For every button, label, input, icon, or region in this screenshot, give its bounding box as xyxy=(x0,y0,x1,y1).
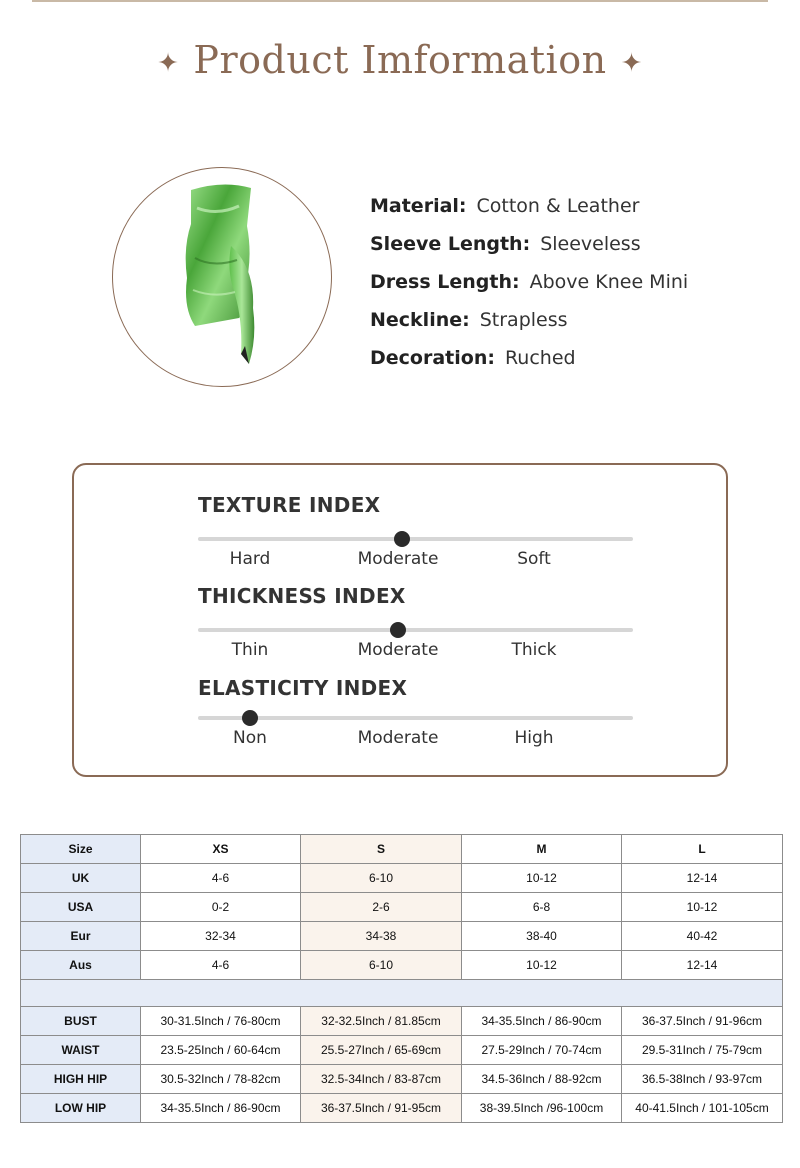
row-label: Eur xyxy=(21,922,141,951)
table-cell: 40-42 xyxy=(622,922,783,951)
table-row xyxy=(21,1007,783,1036)
table-header-cell: XS xyxy=(141,835,301,864)
table-cell: 30-31.5Inch / 76-80cm xyxy=(141,1007,301,1036)
thickness-index-title: THICKNESS INDEX xyxy=(198,584,406,608)
title-text: Product Imformation xyxy=(193,38,607,82)
table-cell: 36-37.5Inch / 91-95cm xyxy=(301,1094,462,1123)
thickness-label-high: Thick xyxy=(511,640,557,660)
table-spacer-row xyxy=(21,980,783,1007)
table-cell: 6-8 xyxy=(462,893,622,922)
table-cell: 2-6 xyxy=(301,893,462,922)
table-cell: 36.5-38Inch / 93-97cm xyxy=(622,1065,783,1094)
table-cell: 40-41.5Inch / 101-105cm xyxy=(622,1094,783,1123)
texture-index-knob xyxy=(394,531,410,547)
spacer-cell xyxy=(21,980,783,1007)
table-cell: 10-12 xyxy=(462,864,622,893)
texture-index-track xyxy=(198,537,633,541)
elasticity-index-title: ELASTICITY INDEX xyxy=(198,676,408,700)
table-row xyxy=(21,1036,783,1065)
spec-sleeve-length: Sleeve Length: Sleeveless xyxy=(370,233,641,255)
spec-decoration: Decoration: Ruched xyxy=(370,347,576,369)
table-cell: 4-6 xyxy=(141,951,301,980)
table-cell: 4-6 xyxy=(141,864,301,893)
table-row xyxy=(21,922,783,951)
table-cell: 6-10 xyxy=(301,864,462,893)
row-label: Aus xyxy=(21,951,141,980)
texture-index-title: TEXTURE INDEX xyxy=(198,493,381,517)
size-chart-table xyxy=(20,834,783,1123)
elasticity-index-track xyxy=(198,716,633,720)
table-row xyxy=(21,951,783,980)
table-cell: 12-14 xyxy=(622,951,783,980)
table-cell: 29.5-31Inch / 75-79cm xyxy=(622,1036,783,1065)
texture-label-high: Soft xyxy=(517,549,551,569)
table-row xyxy=(21,893,783,922)
table-header-cell: S xyxy=(301,835,462,864)
spec-material: Material: Cotton & Leather xyxy=(370,195,640,217)
top-divider xyxy=(32,0,768,2)
spec-list xyxy=(370,192,688,382)
texture-label-low: Hard xyxy=(229,549,271,569)
table-cell: 36-37.5Inch / 91-96cm xyxy=(622,1007,783,1036)
table-cell: 12-14 xyxy=(622,864,783,893)
green-dress-icon xyxy=(113,168,331,386)
table-cell: 23.5-25Inch / 60-64cm xyxy=(141,1036,301,1065)
spec-neckline: Neckline: Strapless xyxy=(370,309,568,331)
row-label: UK xyxy=(21,864,141,893)
table-cell: 32.5-34Inch / 83-87cm xyxy=(301,1065,462,1094)
table-header-cell: Size xyxy=(21,835,141,864)
row-label: WAIST xyxy=(21,1036,141,1065)
table-cell: 34-35.5Inch / 86-90cm xyxy=(462,1007,622,1036)
star-icon-left: ✦ xyxy=(157,48,180,79)
row-label: USA xyxy=(21,893,141,922)
table-header-cell: L xyxy=(622,835,783,864)
elasticity-index-knob xyxy=(242,710,258,726)
table-cell: 27.5-29Inch / 70-74cm xyxy=(462,1036,622,1065)
index-panel xyxy=(72,463,728,777)
row-label: LOW HIP xyxy=(21,1094,141,1123)
table-row xyxy=(21,864,783,893)
texture-label-mid: Moderate xyxy=(357,549,439,569)
table-cell: 6-10 xyxy=(301,951,462,980)
table-header-row xyxy=(21,835,783,864)
table-cell: 32-32.5Inch / 81.85cm xyxy=(301,1007,462,1036)
thickness-index-track xyxy=(198,628,633,632)
thickness-label-low: Thin xyxy=(231,640,269,660)
page-title xyxy=(0,38,800,82)
row-label: BUST xyxy=(21,1007,141,1036)
elasticity-label-low: Non xyxy=(233,728,267,748)
table-cell: 34-38 xyxy=(301,922,462,951)
elasticity-label-mid: Moderate xyxy=(357,728,439,748)
table-cell: 10-12 xyxy=(462,951,622,980)
table-cell: 38-39.5Inch /96-100cm xyxy=(462,1094,622,1123)
product-image xyxy=(112,167,332,387)
thickness-index-knob xyxy=(390,622,406,638)
table-cell: 30.5-32Inch / 78-82cm xyxy=(141,1065,301,1094)
table-cell: 25.5-27Inch / 65-69cm xyxy=(301,1036,462,1065)
table-cell: 10-12 xyxy=(622,893,783,922)
star-icon-right: ✦ xyxy=(620,48,643,79)
table-cell: 0-2 xyxy=(141,893,301,922)
table-row xyxy=(21,1065,783,1094)
thickness-label-mid: Moderate xyxy=(357,640,439,660)
elasticity-label-high: High xyxy=(514,728,554,748)
table-header-cell: M xyxy=(462,835,622,864)
spec-dress-length: Dress Length: Above Knee Mini xyxy=(370,271,689,293)
table-cell: 38-40 xyxy=(462,922,622,951)
table-row xyxy=(21,1094,783,1123)
table-cell: 32-34 xyxy=(141,922,301,951)
table-cell: 34-35.5Inch / 86-90cm xyxy=(141,1094,301,1123)
table-cell: 34.5-36Inch / 88-92cm xyxy=(462,1065,622,1094)
row-label: HIGH HIP xyxy=(21,1065,141,1094)
